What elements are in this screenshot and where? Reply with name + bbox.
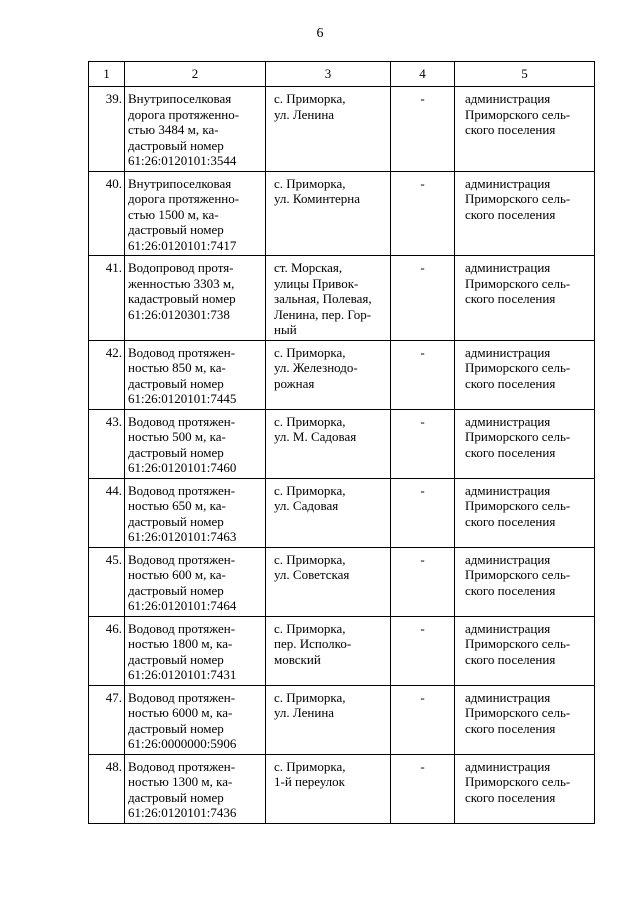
owner-name-line: Приморского сель- <box>465 360 571 375</box>
column-4-value: - <box>391 256 455 341</box>
owner-name-line: администрация <box>465 344 551 360</box>
object-address-line: ул. Советская <box>274 567 350 582</box>
owner-name <box>455 409 595 478</box>
object-description-line: дастровый номер <box>128 444 224 460</box>
column-header-4: 4 <box>391 62 455 87</box>
owner-name-line: Приморского сель- <box>465 191 571 206</box>
column-4-value: - <box>391 340 455 409</box>
object-address <box>266 478 391 547</box>
object-address <box>266 171 391 256</box>
object-description-line: 61:26:0000000:5906 <box>128 736 237 751</box>
owner-name-line: администрация <box>465 689 551 705</box>
object-description-line: 61:26:0120101:7445 <box>128 391 237 406</box>
object-description-line: Водовод протяжен- <box>128 620 236 636</box>
column-4-value: - <box>391 171 455 256</box>
object-description-line: ностью 1300 м, ка- <box>128 774 233 789</box>
owner-name-line: администрация <box>465 175 551 191</box>
table-row <box>89 754 595 823</box>
page-number: 6 <box>316 26 324 41</box>
object-address-line: рожная <box>274 375 315 391</box>
object-address-line: с. Приморка, <box>274 413 346 429</box>
property-table <box>88 61 595 824</box>
column-4-value: - <box>391 87 455 172</box>
object-address-line: ст. Морская, <box>274 260 343 275</box>
object-address-line: с. Приморка, <box>274 175 346 191</box>
column-header-5: 5 <box>455 62 595 87</box>
object-description-line: 61:26:0120101:3544 <box>128 153 237 168</box>
object-address-line: ул. Коминтерна <box>274 191 361 206</box>
object-description <box>125 87 266 172</box>
object-description-line: дастровый номер <box>128 375 224 391</box>
object-description <box>125 616 266 685</box>
object-address-line: ул. Железнодо- <box>274 360 358 375</box>
object-description-line: Внутрипоселковая <box>128 175 232 191</box>
owner-name-line: ского поселения <box>465 122 556 137</box>
object-address <box>266 340 391 409</box>
object-description-line: 61:26:0120101:7464 <box>128 598 237 613</box>
object-description <box>125 409 266 478</box>
table-row <box>89 256 595 341</box>
column-4-value: - <box>391 616 455 685</box>
owner-name-line: ского поселения <box>465 513 556 529</box>
table-row <box>89 616 595 685</box>
object-description <box>125 340 266 409</box>
owner-name <box>455 478 595 547</box>
object-description <box>125 256 266 341</box>
object-address-line: с. Приморка, <box>274 620 346 636</box>
object-description-line: кадастровый номер <box>128 291 236 306</box>
object-address <box>266 685 391 754</box>
object-address-line: улицы Привок- <box>274 275 359 291</box>
owner-name-line: ского поселения <box>465 582 556 598</box>
object-description <box>125 685 266 754</box>
table-row <box>89 478 595 547</box>
row-number: 46. <box>89 616 125 685</box>
column-4-value: - <box>391 409 455 478</box>
row-number: 42. <box>89 340 125 409</box>
object-description-line: дастровый номер <box>128 789 224 805</box>
object-address <box>266 256 391 341</box>
object-description-line: Водовод протяжен- <box>128 689 236 705</box>
table-row <box>89 87 595 172</box>
owner-name-line: Приморского сель- <box>465 106 571 122</box>
object-address-line: Ленина, пер. Гор- <box>274 306 372 322</box>
owner-name-line: Приморского сель- <box>465 636 571 651</box>
object-address-line: с. Приморка, <box>274 344 346 360</box>
object-address <box>266 409 391 478</box>
object-description-line: стью 1500 м, ка- <box>128 206 219 222</box>
object-description-line: женностью 3303 м, <box>128 275 235 291</box>
object-description <box>125 547 266 616</box>
table-row <box>89 171 595 256</box>
column-header-1: 1 <box>89 62 125 87</box>
object-description-line: Внутрипоселковая <box>128 91 232 106</box>
row-number: 44. <box>89 478 125 547</box>
owner-name-line: администрация <box>465 620 551 636</box>
object-address-line: с. Приморка, <box>274 91 346 106</box>
column-header-3: 3 <box>266 62 391 87</box>
object-address <box>266 547 391 616</box>
object-description-line: 61:26:0120101:7431 <box>128 667 237 682</box>
object-address <box>266 754 391 823</box>
owner-name-line: администрация <box>465 482 551 498</box>
object-description-line: дорога протяженно- <box>128 106 240 122</box>
object-description <box>125 478 266 547</box>
table-header-row <box>89 62 595 87</box>
owner-name-line: ского поселения <box>465 291 556 306</box>
object-description-line: дастровый номер <box>128 582 224 598</box>
object-address-line: мовский <box>274 651 321 667</box>
object-description-line: ностью 850 м, ка- <box>128 360 226 375</box>
owner-name-line: ского поселения <box>465 375 556 391</box>
table-row <box>89 409 595 478</box>
owner-name-line: Приморского сель- <box>465 774 571 789</box>
row-number: 40. <box>89 171 125 256</box>
owner-name <box>455 547 595 616</box>
owner-name <box>455 616 595 685</box>
table-row <box>89 547 595 616</box>
object-address-line: ул. Ленина <box>274 705 335 720</box>
object-description-line: ностью 1800 м, ка- <box>128 636 233 651</box>
object-description-line: 61:26:0120101:7463 <box>128 529 237 544</box>
owner-name <box>455 171 595 256</box>
object-description-line: Водовод протяжен- <box>128 758 236 774</box>
owner-name-line: Приморского сель- <box>465 498 571 513</box>
object-address-line: с. Приморка, <box>274 689 346 705</box>
object-description-line: дастровый номер <box>128 222 224 237</box>
object-description-line: 61:26:0120101:7436 <box>128 805 237 820</box>
row-number: 45. <box>89 547 125 616</box>
object-address-line: 1-й переулок <box>274 774 345 789</box>
owner-name-line: администрация <box>465 551 551 567</box>
object-description-line: дастровый номер <box>128 720 224 736</box>
object-address-line: с. Приморка, <box>274 758 346 774</box>
object-description-line: 61:26:0120101:7460 <box>128 460 237 475</box>
column-4-value: - <box>391 547 455 616</box>
owner-name-line: администрация <box>465 260 551 275</box>
object-address-line: с. Приморка, <box>274 482 346 498</box>
object-description-line: 61:26:0120301:738 <box>128 306 230 322</box>
object-address-line: ул. Садовая <box>274 498 339 513</box>
owner-name-line: ского поселения <box>465 720 556 736</box>
object-address <box>266 616 391 685</box>
object-description-line: Водовод протяжен- <box>128 482 236 498</box>
row-number: 39. <box>89 87 125 172</box>
owner-name <box>455 754 595 823</box>
owner-name-line: ского поселения <box>465 444 556 460</box>
object-description <box>125 171 266 256</box>
owner-name-line: Приморского сель- <box>465 705 571 720</box>
owner-name-line: администрация <box>465 413 551 429</box>
object-description-line: дорога протяженно- <box>128 191 240 206</box>
object-description <box>125 754 266 823</box>
column-header-2: 2 <box>125 62 266 87</box>
row-number: 47. <box>89 685 125 754</box>
row-number: 48. <box>89 754 125 823</box>
object-description-line: стью 3484 м, ка- <box>128 122 219 137</box>
owner-name <box>455 256 595 341</box>
object-description-line: ностью 500 м, ка- <box>128 429 226 444</box>
owner-name-line: Приморского сель- <box>465 275 571 291</box>
table-row <box>89 340 595 409</box>
owner-name-line: ского поселения <box>465 206 556 222</box>
owner-name-line: Приморского сель- <box>465 567 571 582</box>
owner-name-line: администрация <box>465 758 551 774</box>
object-address <box>266 87 391 172</box>
owner-name-line: ского поселения <box>465 651 556 667</box>
owner-name <box>455 87 595 172</box>
column-4-value: - <box>391 754 455 823</box>
object-description-line: Водовод протяжен- <box>128 413 236 429</box>
object-description-line: дастровый номер <box>128 513 224 529</box>
object-address-line: зальная, Полевая, <box>274 291 372 306</box>
object-description-line: ностью 600 м, ка- <box>128 567 226 582</box>
table-body <box>89 87 595 824</box>
object-address-line: ул. М. Садовая <box>274 429 357 444</box>
object-description-line: 61:26:0120101:7417 <box>128 237 237 253</box>
object-address-line: пер. Исполко- <box>274 636 352 651</box>
owner-name <box>455 340 595 409</box>
object-description-line: дастровый номер <box>128 651 224 667</box>
object-address-line: ный <box>274 322 297 337</box>
column-4-value: - <box>391 685 455 754</box>
object-description-line: ностью 6000 м, ка- <box>128 705 233 720</box>
owner-name-line: Приморского сель- <box>465 429 571 444</box>
owner-name <box>455 685 595 754</box>
object-address-line: ул. Ленина <box>274 106 335 122</box>
owner-name-line: ского поселения <box>465 789 556 805</box>
table-row <box>89 685 595 754</box>
row-number: 41. <box>89 256 125 341</box>
column-4-value: - <box>391 478 455 547</box>
object-description-line: Водопровод протя- <box>128 260 234 275</box>
object-description-line: Водовод протяжен- <box>128 551 236 567</box>
row-number: 43. <box>89 409 125 478</box>
object-address-line: с. Приморка, <box>274 551 346 567</box>
object-description-line: дастровый номер <box>128 137 224 153</box>
owner-name-line: администрация <box>465 91 551 106</box>
object-description-line: ностью 650 м, ка- <box>128 498 226 513</box>
object-description-line: Водовод протяжен- <box>128 344 236 360</box>
